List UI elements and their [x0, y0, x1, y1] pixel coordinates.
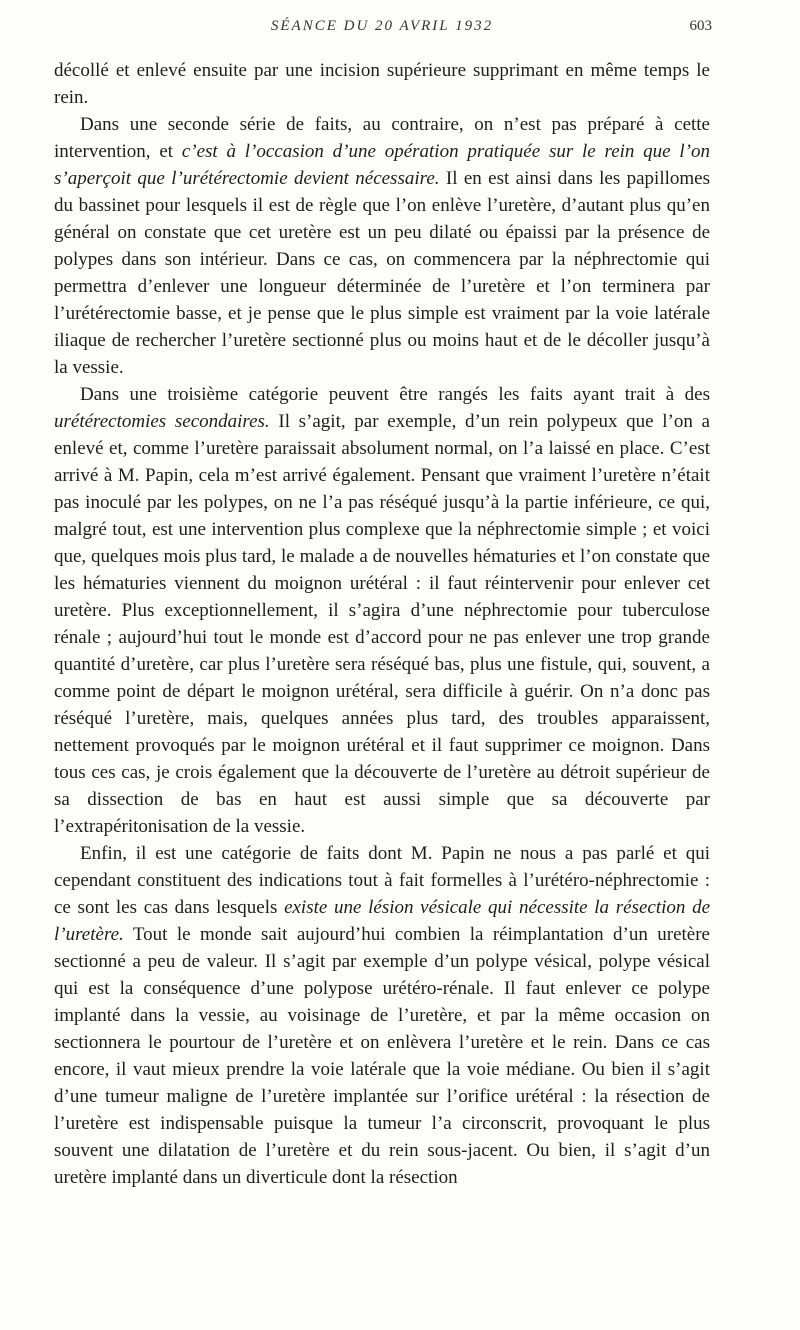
text-run: Tout le monde sait aujourd’hui combien la réimplantation d’un uretère sectionné a peu de valeur. Il s’agit par exemple d’un polype vésical, polype vésical qui est la conséquence d’une polypose urétéro-rénale. Il faut enlever ce polype implanté dans la vessie, au voisinage de l’uretère, et par la même occasion on sectionnera le pourtour de l’uretère et on enlèvera l’uretère et le rein. Dans ce cas encore, il vaut mieux prendre la voie latérale que la voie médiane. Ou bien il s’agit d’une tumeur maligne de l’uretère implantée sur l’orifice urétéral : la résection de l’uretère est indispensable puisque la tumeur l’a circonscrit, provoquant le plus souvent une dilatation de l’uretère et du rein sous-jacent. Ou bien, il s’agit d’un uretère implanté dans un diverticule dont la résection — [54, 924, 710, 1188]
italic-run: existe une lésion vésicale qui nécessite la résection de l’uretère. — [54, 897, 711, 945]
text-run: Enfin, il est une catégorie de faits dont M. Papin ne nous a pas parlé et qui cependant constituent des indications tout à fait formelles à l’urétéro-néphrectomie : ce sont les cas dans lesquels — [54, 843, 710, 918]
text-run: décollé et enlevé ensuite par une incision supérieure supprimant en même temps le rein. — [54, 60, 710, 108]
running-head — [54, 18, 710, 42]
text-run: Il s’agit, par exemple, d’un rein polypeux que l’on a enlevé et, comme l’uretère paraissait absolument normal, on l’a laissé en place. C’est arrivé à M. Papin, cela m’est arrivé également. Pensant que vraiment l’uretère n’était pas inoculé par les polypes, on ne l’a pas réséqué jusqu’à la partie inférieure, ce qui, malgré tout, est une intervention plus complexe que la néphrectomie simple ; et voici que, quelques mois plus tard, le malade a de nouvelles hématuries et l’on constate que les hématuries viennent du moignon urétéral : il faut réintervenir pour enlever cet uretère. Plus exceptionnellement, il s’agira d’une néphrectomie pour tuberculose rénale ; aujourd’hui tout le monde est d’accord pour ne pas enlever une trop grande quantité d’uretère, car plus l’uretère sera réséqué bas, plus une fistule, qui, souvent, a comme point de départ le moignon urétéral, sera difficile à guérir. On n’a donc pas réséqué l’uretère, mais, quelques années plus tard, des troubles apparaissent, nettement provoqués par le moignon urétéral et il faut supprimer ce moignon. Dans tous ces cas, je crois également que la découverte de l’uretère au détroit supérieur de sa dissection de bas en haut est aussi simple que sa découverte par l’extrapéritonisation de la vessie. — [54, 411, 710, 837]
text-run: Dans une seconde série de faits, au contraire, on n’est pas préparé à cette intervention, et — [54, 114, 710, 162]
italic-run: c’est à l’occasion d’une opération pratiquée sur le rein que l’on s’aperçoit que l’urétérectomie devient nécessaire. — [54, 141, 710, 189]
paragraph-4 — [54, 840, 710, 1191]
running-title: SÉANCE DU 20 AVRIL 1932 — [270, 18, 494, 34]
text-run: Il en est ainsi dans les papillomes du bassinet pour lesquels il est de règle que l’on enlève l’uretère, d’autant plus qu’en général on constate que cet uretère est un peu dilaté ou épaissi par la présence de polypes dans son intérieur. Dans ce cas, on commencera par la néphrectomie qui permettra d’enlever une longueur déterminée de l’uretère et l’on terminera par l’urétérectomie basse, et je pense que le plus simple est vraiment par la voie latérale iliaque de rechercher l’uretère sectionné plus ou moins haut et de le décoller jusqu’à la vessie. — [54, 168, 710, 378]
paragraph-3 — [54, 381, 710, 840]
paragraph-2 — [54, 111, 710, 381]
text-run: Dans une troisième catégorie peuvent être rangés les faits ayant trait à des — [80, 384, 710, 405]
paragraph-1 — [54, 57, 710, 111]
body-text — [54, 57, 710, 1191]
page-number: 603 — [689, 18, 712, 34]
italic-run: urétérectomies secondaires. — [54, 411, 270, 432]
